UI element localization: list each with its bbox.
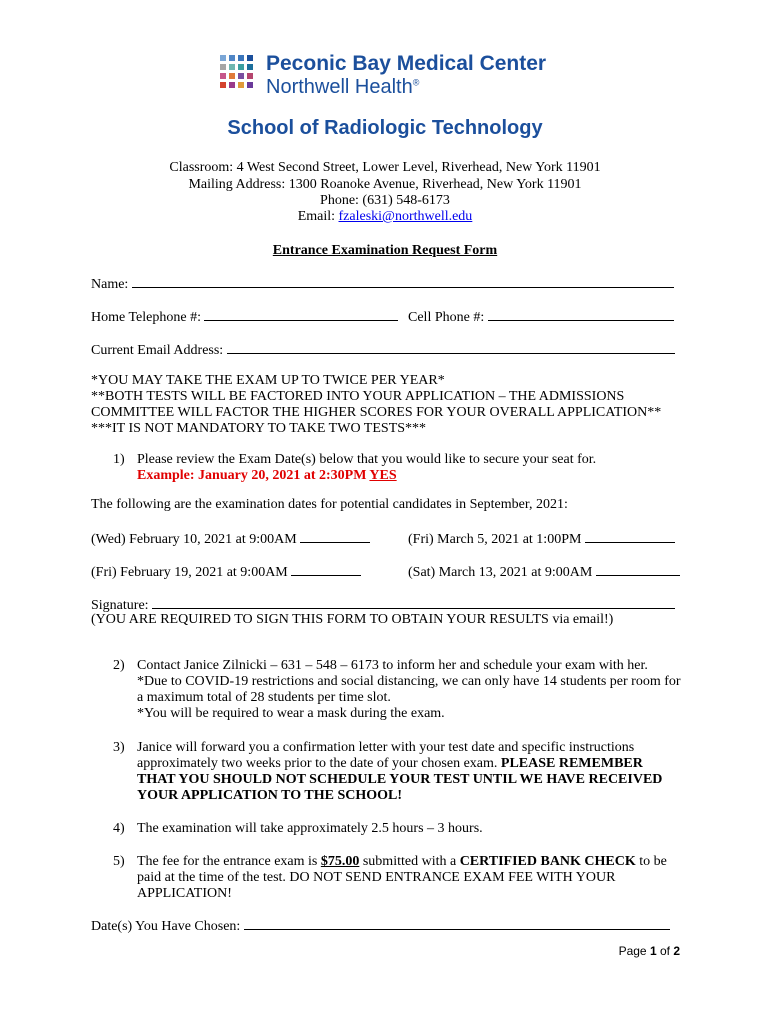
form-title: Entrance Examination Request Form: [272, 243, 498, 258]
name-field[interactable]: Name:: [91, 275, 674, 293]
school-title: School of Radiologic Technology: [227, 117, 543, 139]
email-link[interactable]: fzaleski@northwell.edu: [338, 209, 473, 224]
mailing-address: Mailing Address: 1300 Roanoke Avenue, Riverhead, New York 11901: [188, 177, 582, 192]
step-3-line: Janice will forward you a confirmation letter with your test date and specific instructions: [137, 740, 635, 755]
email-line: Email: fzaleski@northwell.edu: [297, 209, 473, 224]
step-2-line: *You will be required to wear a mask during the exam.: [137, 706, 445, 721]
step-4-number: 4): [113, 821, 125, 836]
step-5-number: 5): [113, 854, 125, 869]
org-name: Peconic Bay Medical Center: [266, 52, 547, 75]
classroom-address: Classroom: 4 West Second Street, Lower Level, Riverhead, New York 11901: [169, 160, 601, 175]
phone: Phone: (631) 548-6173: [320, 193, 450, 208]
dates-intro: The following are the examination dates for potential candidates in September, 2021:: [91, 497, 568, 512]
page-number: Page 1 of 2: [618, 944, 680, 958]
home-phone-field[interactable]: Home Telephone #:: [91, 308, 398, 326]
step-2-line: a maximum total of 28 students per time slot.: [137, 690, 391, 705]
logo-mark: [220, 55, 260, 93]
step-5-line: APPLICATION!: [137, 886, 232, 901]
notice-line: ***IT IS NOT MANDATORY TO TAKE TWO TESTS***: [91, 421, 427, 436]
step-2-line: *Due to COVID-19 restrictions and social distancing, we can only have 14 students per room for: [137, 674, 681, 689]
step-3-line: THAT YOU SHOULD NOT SCHEDULE YOUR TEST UNTIL WE HAVE RECEIVED: [137, 772, 663, 787]
step-5-line: paid at the time of the test. DO NOT SEND ENTRANCE EXAM FEE WITH YOUR: [137, 870, 616, 885]
org-subname: Northwell Health®: [266, 76, 420, 98]
step-2-number: 2): [113, 658, 125, 673]
email-field[interactable]: Current Email Address:: [91, 341, 675, 359]
step-3-line: YOUR APPLICATION TO THE SCHOOL!: [137, 788, 403, 803]
step-2-line: Contact Janice Zilnicki – 631 – 548 – 6173 to inform her and schedule your exam with her.: [137, 658, 648, 673]
signature-field[interactable]: Signature:: [91, 596, 675, 614]
step-1-example: Example: January 20, 2021 at 2:30PM YES: [137, 468, 397, 483]
notice-line: **BOTH TESTS WILL BE FACTORED INTO YOUR APPLICATION – THE ADMISSIONS: [91, 389, 625, 404]
step-4-text: The examination will take approximately 2.5 hours – 3 hours.: [137, 821, 483, 836]
exam-date-option[interactable]: (Fri) March 5, 2021 at 1:00PM: [408, 530, 675, 548]
step-3-line: approximately two weeks prior to the date of your chosen exam. PLEASE REMEMBER: [137, 756, 643, 771]
step-1-number: 1): [113, 452, 125, 467]
exam-date-option[interactable]: (Wed) February 10, 2021 at 9:00AM: [91, 530, 370, 548]
step-5-line: The fee for the entrance exam is $75.00 submitted with a CERTIFIED BANK CHECK to be: [137, 854, 667, 869]
signature-note: (YOU ARE REQUIRED TO SIGN THIS FORM TO OBTAIN YOUR RESULTS via email!): [91, 612, 614, 627]
step-1-text: Please review the Exam Date(s) below that you would like to secure your seat for.: [137, 452, 597, 467]
exam-date-option[interactable]: (Sat) March 13, 2021 at 9:00AM: [408, 563, 680, 581]
dates-chosen-field[interactable]: Date(s) You Have Chosen:: [91, 917, 670, 935]
step-3-number: 3): [113, 740, 125, 755]
notice-line: COMMITTEE WILL FACTOR THE HIGHER SCORES FOR YOUR OVERALL APPLICATION**: [91, 405, 662, 420]
notice-line: *YOU MAY TAKE THE EXAM UP TO TWICE PER YEAR*: [91, 373, 445, 388]
exam-date-option[interactable]: (Fri) February 19, 2021 at 9:00AM: [91, 563, 361, 581]
cell-phone-field[interactable]: Cell Phone #:: [408, 308, 674, 326]
